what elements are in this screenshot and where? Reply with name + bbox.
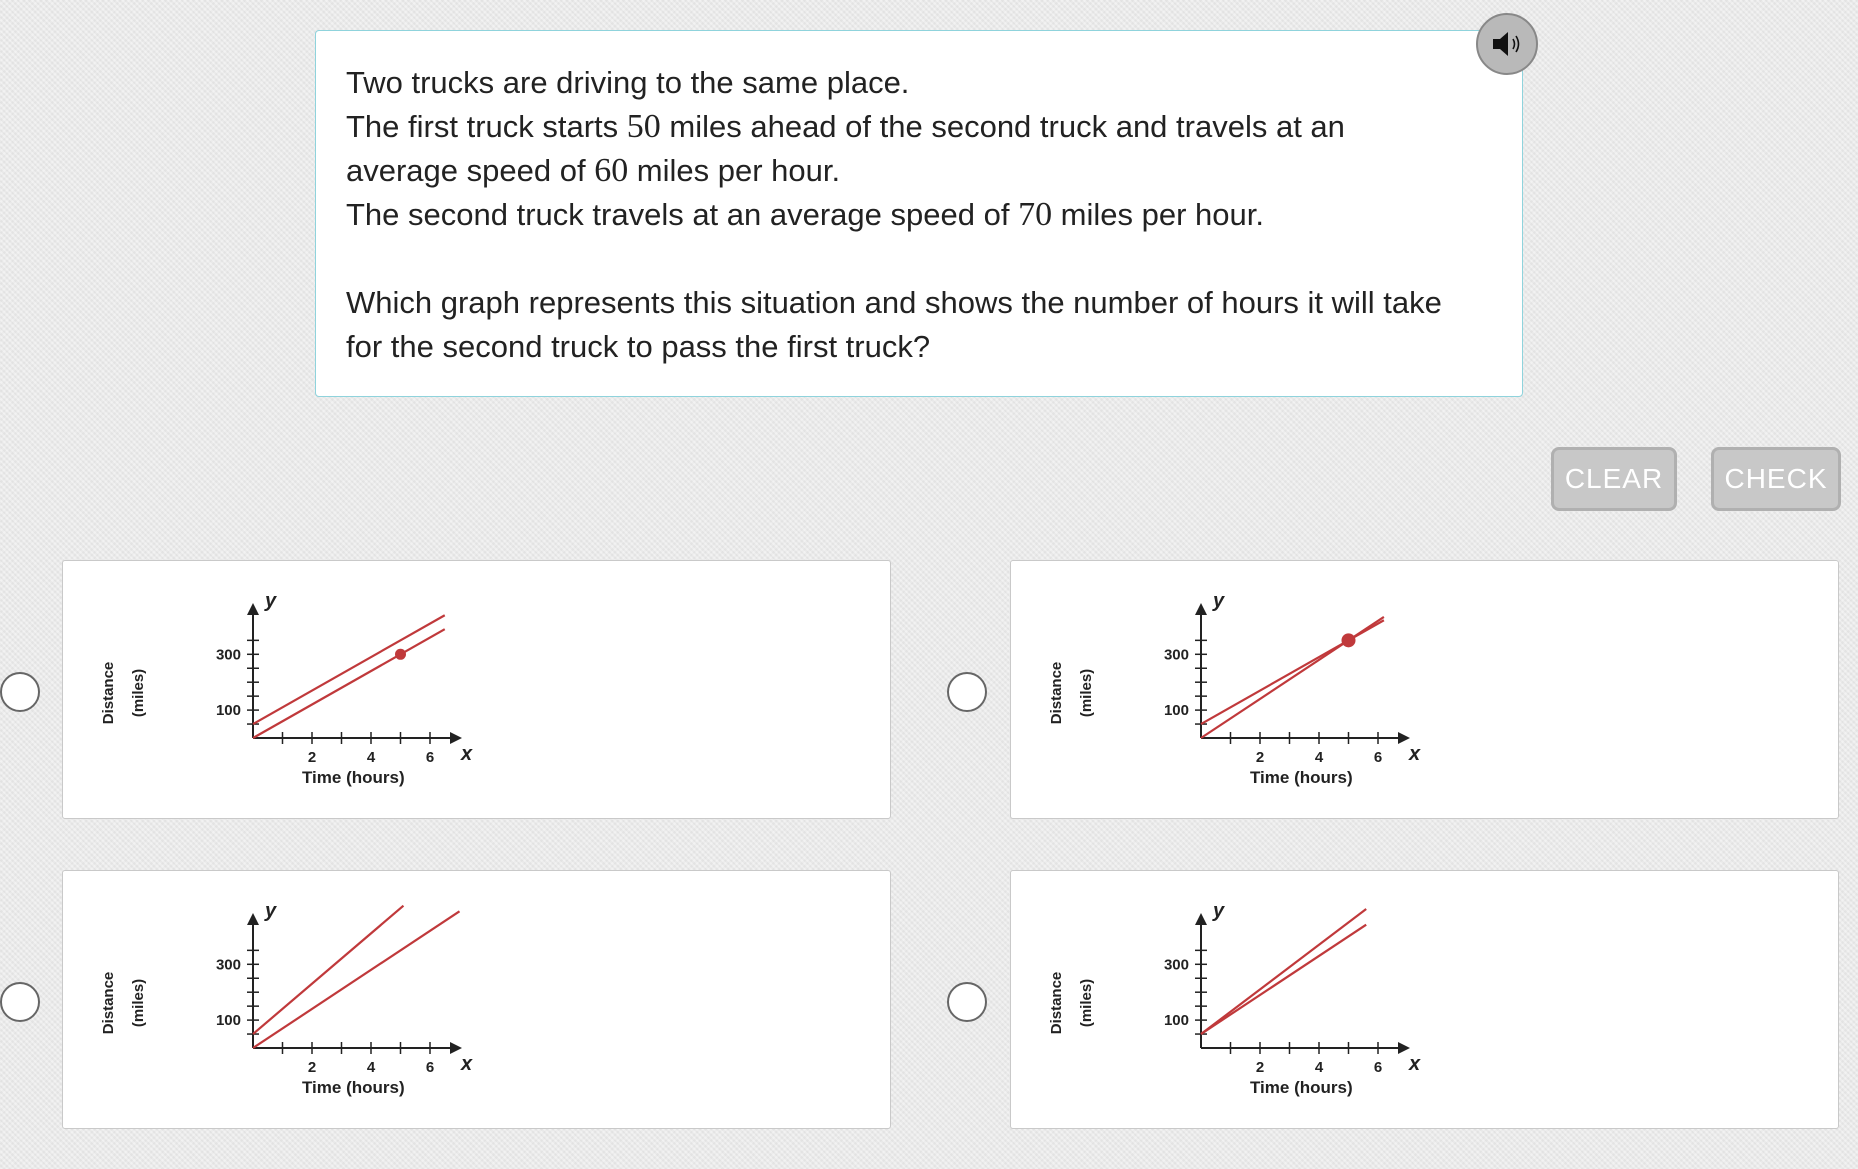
y-axis-units: (miles) — [130, 668, 147, 718]
y-tick-label: 300 — [1163, 956, 1189, 974]
graph-c — [93, 891, 493, 1101]
question-line-4: The second truck travels at an average speed of 70 miles per hour. — [346, 196, 1264, 233]
y-axis-letter: y — [265, 900, 277, 922]
y-axis-arrow — [1195, 913, 1207, 925]
x-tick-label: 2 — [1255, 749, 1265, 766]
x-axis-title: Time (hours) — [301, 1078, 405, 1097]
chart-svg — [93, 891, 493, 1101]
x-tick-label: 2 — [307, 1059, 317, 1076]
series-line-2 — [1201, 925, 1366, 1034]
intersection-point — [395, 649, 406, 660]
y-axis-arrow — [247, 603, 259, 615]
x-tick-label: 6 — [425, 1059, 435, 1076]
question-line-1: Two trucks are driving to the same place. — [346, 65, 910, 100]
radio-option-b[interactable] — [947, 672, 987, 712]
x-axis-letter: x — [461, 1053, 473, 1075]
choice-card-c[interactable] — [62, 870, 891, 1129]
series-line-2 — [253, 911, 460, 1048]
chart-svg — [1041, 891, 1441, 1101]
y-axis-arrow — [1195, 603, 1207, 615]
y-axis-letter: y — [265, 590, 277, 612]
y-axis-units: (miles) — [130, 978, 147, 1028]
y-axis-letter: y — [1213, 590, 1225, 612]
y-axis-title: Distance — [1048, 971, 1065, 1035]
x-tick-label: 6 — [425, 749, 435, 766]
chart-svg — [1041, 581, 1441, 791]
y-axis-title: Distance — [100, 661, 117, 725]
series-line-2 — [253, 615, 445, 724]
radio-option-a[interactable] — [0, 672, 40, 712]
choice-card-a[interactable] — [62, 560, 891, 819]
y-tick-label: 100 — [1163, 1012, 1189, 1030]
question-prompt: Which graph represents this situation and shows the number of hours it will take for the second truck to pass the first truck? — [346, 285, 1442, 364]
y-axis-arrow — [247, 913, 259, 925]
series-line-2 — [1201, 617, 1384, 738]
series-line-1 — [1201, 909, 1366, 1034]
audio-button[interactable] — [1476, 13, 1538, 75]
x-tick-label: 4 — [1314, 1059, 1324, 1076]
x-tick-label: 2 — [307, 749, 317, 766]
x-axis-title: Time (hours) — [301, 768, 405, 787]
y-axis-units: (miles) — [1078, 978, 1095, 1028]
x-axis-title: Time (hours) — [1249, 768, 1353, 787]
intersection-point — [1342, 633, 1356, 647]
series-line-1 — [253, 629, 445, 738]
y-tick-label: 300 — [215, 956, 241, 974]
x-axis-letter: x — [1409, 1053, 1421, 1075]
x-tick-label: 4 — [366, 1059, 376, 1076]
clear-button[interactable]: CLEAR — [1551, 447, 1677, 511]
choice-card-b[interactable] — [1010, 560, 1839, 819]
y-tick-label: 100 — [215, 1012, 241, 1030]
graph-a — [93, 581, 493, 791]
x-tick-label: 4 — [1314, 749, 1324, 766]
x-tick-label: 6 — [1373, 749, 1383, 766]
x-tick-label: 2 — [1255, 1059, 1265, 1076]
question-line-2: The first truck starts 50 miles ahead of the second truck and travels at an — [346, 108, 1345, 145]
y-axis-letter: y — [1213, 900, 1225, 922]
check-button[interactable]: CHECK — [1711, 447, 1841, 511]
graph-d — [1041, 891, 1441, 1101]
y-tick-label: 100 — [215, 702, 241, 720]
x-tick-label: 6 — [1373, 1059, 1383, 1076]
x-tick-label: 4 — [366, 749, 376, 766]
x-axis-letter: x — [461, 743, 473, 765]
y-tick-label: 100 — [1163, 702, 1189, 720]
radio-option-c[interactable] — [0, 982, 40, 1022]
series-line-1 — [253, 906, 403, 1034]
radio-option-d[interactable] — [947, 982, 987, 1022]
chart-svg — [93, 581, 493, 791]
x-axis-title: Time (hours) — [1249, 1078, 1353, 1097]
y-axis-title: Distance — [100, 971, 117, 1035]
y-tick-label: 300 — [215, 646, 241, 664]
question-line-3: average speed of 60 miles per hour. — [346, 152, 841, 189]
y-tick-label: 300 — [1163, 646, 1189, 664]
x-axis-letter: x — [1409, 743, 1421, 765]
choice-card-d[interactable] — [1010, 870, 1839, 1129]
question-box — [315, 30, 1523, 397]
graph-b — [1041, 581, 1441, 791]
y-axis-units: (miles) — [1078, 668, 1095, 718]
speaker-icon — [1490, 29, 1524, 59]
y-axis-title: Distance — [1048, 661, 1065, 725]
